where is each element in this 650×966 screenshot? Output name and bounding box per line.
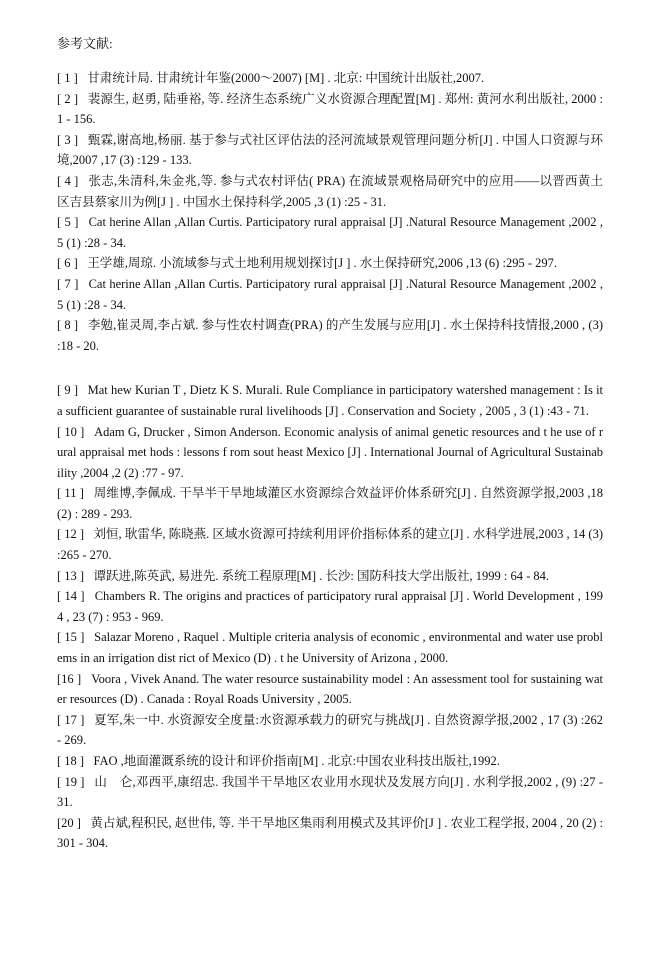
reference-number: [ 2 ] — [57, 91, 79, 106]
reference-text: FAO ,地面灌溉系统的设计和评价指南[M] . 北京:中国农业科技出版社,1992. — [93, 754, 500, 768]
reference-text: 山 仑,邓西平,康绍忠. 我国半干旱地区农业用水现状及发展方向[J] . 水利学报,2002 , (9) :27 - 31. — [57, 774, 604, 810]
reference-number: [ 11 ] — [57, 486, 84, 501]
reference-number: [ 18 ] — [57, 754, 85, 768]
reference-text: 谭跃进,陈英武, 易进先. 系统工程原理[M] . 长沙: 国防科技大学出版社, 1999 : 64 - 84. — [93, 568, 550, 583]
reference-text: Voora , Vivek Anand. The water resource sustainability model : An assessment tool for sustaining water resources (D) . Canada : Royal Roads University , 2005. — [57, 671, 603, 707]
reference-number: [ 9 ] — [57, 383, 78, 398]
reference-item — [57, 586, 603, 627]
reference-text: Salazar Moreno , Raquel . Multiple criteria analysis of economic , environmental and water use problems in an irrigation dist rict of Mexico (D) . t he University of Arizona , 2000. — [57, 630, 604, 666]
reference-number: [16 ] — [57, 671, 82, 686]
reference-item — [57, 813, 603, 854]
reference-number: [ 8 ] — [57, 318, 79, 333]
reference-text: Adam G, Drucker , Simon Anderson. Economic analysis of animal genetic resources and t he use of rural appraisal met hods : lessons f rom sout heast Mexico [J] . International Journal of Agricultural Sustainability ,2004 ,2 (2) :77 - 97. — [57, 424, 603, 480]
reference-text: Mat hew Kurian T , Dietz K S. Murali. Rule Compliance in participatory watershed management : Is it a sufficient guarantee of sustainable rural livelihoods [J] . Conservation and Society , 2005 , 3 (1) :43 - 71. — [57, 383, 604, 418]
reference-text: 甘肃统计局. 甘肃统计年鉴(2000～2007) [M] . 北京: 中国统计出版社,2007. — [87, 71, 485, 85]
reference-item — [57, 772, 603, 813]
references-heading: 参考文献: — [57, 36, 113, 51]
reference-list — [57, 68, 603, 854]
reference-item — [57, 130, 603, 171]
reference-text: 刘恒, 耿雷华, 陈晓燕. 区域水资源可持续利用评价指标体系的建立[J] . 水科学进展,2003 , 14 (3) :265 - 270. — [57, 527, 604, 563]
reference-text: 周维博,李佩成. 干旱半干旱地域灌区水资源综合效益评价体系研究[J] . 自然资源学报,2003 ,18 (2) : 289 - 293. — [57, 486, 603, 521]
reference-item — [57, 627, 603, 668]
reference-text: 张志,朱清科,朱金兆,等. 参与式农村评估( PRA) 在流域景观格局研究中的应用——以晋西黄土区吉县蔡家川为例[J ] . 中国水土保持科学,2005 ,3 (1) :25 - 31. — [57, 173, 604, 209]
reference-item — [57, 751, 603, 772]
reference-item — [57, 380, 603, 421]
reference-item — [57, 253, 603, 274]
reference-item — [57, 422, 603, 484]
reference-number: [ 5 ] — [57, 215, 79, 230]
reference-number: [ 7 ] — [57, 276, 79, 291]
references-page — [57, 34, 603, 854]
reference-item — [57, 212, 603, 253]
reference-item — [57, 524, 603, 565]
reference-item — [57, 710, 603, 751]
reference-number: [20 ] — [57, 815, 81, 830]
reference-number: [ 12 ] — [57, 527, 85, 542]
reference-number: [ 19 ] — [57, 774, 85, 789]
reference-number: [ 15 ] — [57, 630, 85, 645]
section-gap — [57, 356, 603, 380]
reference-number: [ 10 ] — [57, 424, 85, 439]
reference-text: 夏军,朱一中. 水资源安全度量:水资源承载力的研究与挑战[J] . 自然资源学报,2002 , 17 (3) :262 - 269. — [57, 712, 604, 748]
reference-text: 甄霖,谢高地,杨丽. 基于参与式社区评估法的泾河流域景观管理问题分析[J] . 中国人口资源与环境,2007 ,17 (3) :129 - 133. — [57, 132, 604, 168]
reference-text: 黄占斌,程积民, 赵世伟, 等. 半干旱地区集雨利用模式及其评价[J ] . 农业工程学报, 2004 , 20 (2) : 301 - 304. — [57, 815, 604, 851]
reference-number: [ 4 ] — [57, 173, 79, 188]
reference-item — [57, 483, 603, 524]
reference-number: [ 3 ] — [57, 132, 79, 147]
reference-number: [ 13 ] — [57, 568, 85, 583]
reference-text: 裴源生, 赵勇, 陆垂裕, 等. 经济生态系统广义水资源合理配置[M] . 郑州: 黄河水利出版社, 2000 : 1 - 156. — [57, 91, 604, 127]
reference-item — [57, 68, 603, 89]
reference-text: 王学雄,周琼. 小流域参与式土地利用规划探讨[J ] . 水土保持研究,2006 ,13 (6) :295 - 297. — [87, 256, 557, 271]
reference-item — [57, 315, 603, 356]
reference-item — [57, 89, 603, 130]
reference-number: [ 1 ] — [57, 71, 78, 85]
reference-item — [57, 171, 603, 212]
reference-number: [ 6 ] — [57, 256, 78, 271]
reference-item — [57, 669, 603, 710]
reference-text: Cat herine Allan ,Allan Curtis. Participatory rural appraisal [J] .Natural Resource Management ,2002 ,5 (1) :28 - 34. — [57, 215, 604, 250]
reference-text: 李勉,崔灵周,李占斌. 参与性农村调查(PRA) 的产生发展与应用[J] . 水土保持科技情报,2000 , (3) :18 - 20. — [57, 318, 604, 353]
reference-number: [ 17 ] — [57, 712, 85, 727]
reference-item — [57, 566, 603, 587]
reference-item — [57, 274, 603, 315]
reference-text: Cat herine Allan ,Allan Curtis. Participatory rural appraisal [J] .Natural Resource Management ,2002 ,5 (1) :28 - 34. — [57, 276, 604, 312]
reference-text: Chambers R. The origins and practices of participatory rural appraisal [J] . World Development , 1994 , 23 (7) : 953 - 969. — [57, 589, 604, 624]
reference-number: [ 14 ] — [57, 589, 85, 604]
